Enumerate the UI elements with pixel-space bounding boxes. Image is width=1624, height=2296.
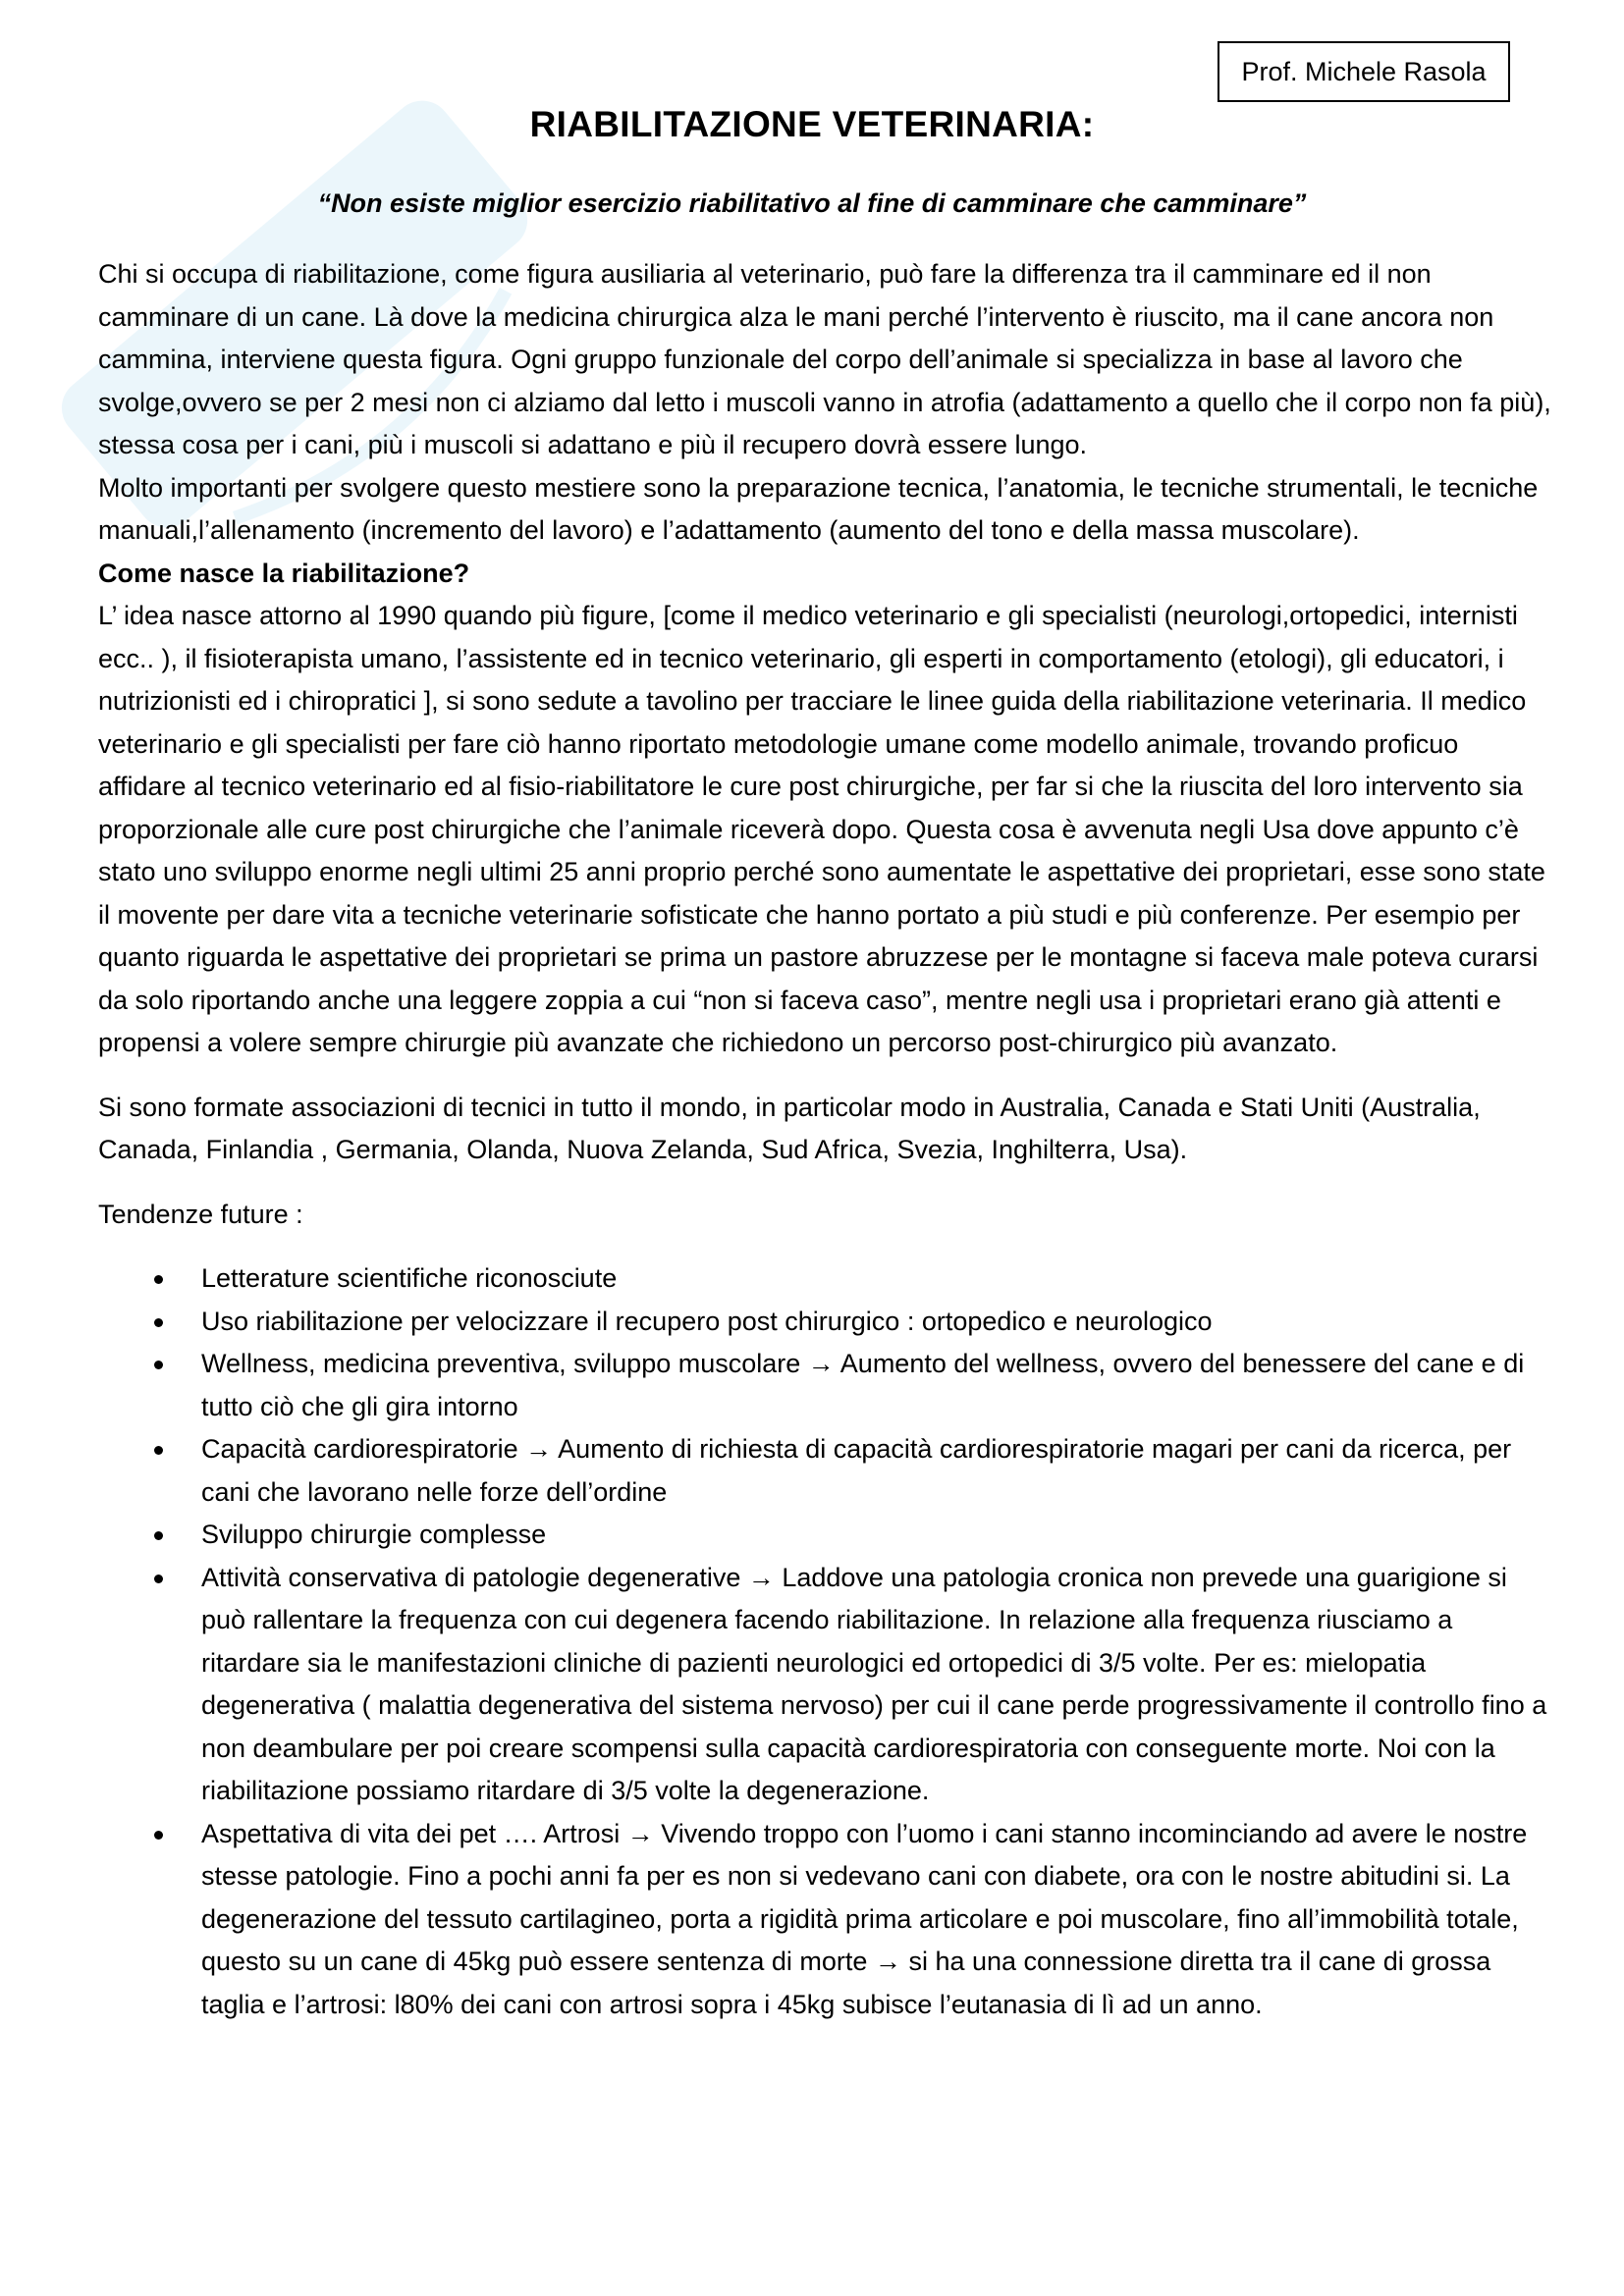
page-title: RIABILITAZIONE VETERINARIA: [529, 104, 1095, 144]
bullet-icon [154, 1275, 163, 1284]
list-item-text: Wellness, medicina preventiva, sviluppo muscolare → Aumento del wellness, ovvero del benessere del cane e di tutto ciò che gli gira intorno [201, 1349, 1525, 1421]
list-item [98, 1428, 1551, 1514]
list-item [98, 1257, 1551, 1301]
author-name: Prof. Michele Rasola [1241, 56, 1487, 86]
bullet-icon [154, 1361, 163, 1369]
bullet-icon [154, 1531, 163, 1540]
author-box [1218, 41, 1510, 102]
trends-label: Tendenze future : [98, 1199, 303, 1229]
bullet-icon [154, 1446, 163, 1455]
paragraph-associations: Si sono formate associazioni di tecnici in tutto il mondo, in particolar modo in Australia, Canada e Stati Uniti (Australia, Canada, Finlandia , Germania, Olanda, Nuova Zelanda, Sud Africa, Svezia, Inghilterra, Usa). [98, 1092, 1481, 1164]
list-item-text: Attività conservativa di patologie degenerative → Laddove una patologia cronica non prevede una guarigione si può rallentare la frequenza con cui degenera facendo riabilitazione. In relazione alla frequenza riusciamo a ritardare sia le manifestazioni cliniche di pazienti neurologici ed ortopedici di 3/5 volte. Per es: mielopatia degenerativa ( malattia degenerativa del sistema nervoso) per cui il cane perde progressivamente il controllo fino a non deambulare per poi creare scompensi sulla capacità cardiorespiratoria con conseguente morte. Noi con la riabilitazione possiamo ritardare di 3/5 volte la degenerazione. [201, 1562, 1547, 1805]
bullet-icon [154, 1318, 163, 1327]
list-item [98, 1343, 1551, 1428]
list-item [98, 1557, 1551, 1813]
list-item-text: Capacità cardiorespiratorie → Aumento di richiesta di capacità cardiorespiratorie magari per cani da ricerca, per cani che lavorano nelle forze dell’ordine [201, 1434, 1512, 1507]
list-item-text: Sviluppo chirurgie complesse [201, 1520, 547, 1549]
list-item [98, 1813, 1551, 2027]
bullet-icon [154, 1575, 163, 1583]
document-body [98, 253, 1551, 2026]
section-heading: Come nasce la riabilitazione? [98, 558, 470, 588]
paragraph-history: L’ idea nasce attorno al 1990 quando più figure, [come il medico veterinario e gli specialisti (neurologi,ortopedici, internisti ecc.. ), il fisioterapista umano, l’assistente ed in tecnico veterinario, gli esperti in comportamento (etologi), gli educatori, i nutrizionisti ed i chiropratici ], si sono sedute a tavolino per tracciare le linee guida della riabilitazione veterinaria. Il medico veterinario e gli specialisti per fare ciò hanno riportato metodologie umane come modello animale, trovando proficuo affidare al tecnico veterinario ed al fisio-riabilitatore le cure post chirurgiche, per far si che la riuscita del loro intervento sia proporzionale alle cure post chirurgiche che l’animale riceverà dopo. Questa cosa è avvenuta negli Usa dove appunto c’è stato uno sviluppo enorme negli ultimi 25 anni proprio perché sono aumentate le aspettative dei proprietari, esse sono state il movente per dare vita a tecniche veterinarie sofisticate che hanno portato a più studi e più conferenze. Per esempio per quanto riguarda le aspettative dei proprietari se prima un pastore abruzzese per le montagne si faceva male poteva curarsi da solo riportando anche una leggere zoppia a cui “non si faceva caso”, mentre negli usa i proprietari erano già attenti e propensi a volere sempre chirurgie più avanzate che richiedono un percorso post-chirurgico più avanzato. [98, 601, 1545, 1057]
list-item [98, 1301, 1551, 1344]
list-item-text: Aspettativa di vita dei pet …. Artrosi → Vivendo troppo con l’uomo i cani stanno incominciando ad avere le nostre stesse patologie. Fino a pochi anni fa per es non si vedevano cani con diabete, ora con le nostre abitudini si. La degenerazione del tessuto cartilagineo, porta a rigidità prima articolare e poi muscolare, fino all’immobilità totale, questo su un cane di 45kg può essere sentenza di morte → si ha una connessione diretta tra il cane di grossa taglia e l’artrosi: l80% dei cani con artrosi sopra i 45kg subisce l’eutanasia di lì ad un anno. [201, 1818, 1528, 2019]
list-item-text: Letterature scientifiche riconosciute [201, 1263, 618, 1293]
trends-list [98, 1257, 1551, 2026]
paragraph-intro: Chi si occupa di riabilitazione, come figura ausiliaria al veterinario, può fare la differenza tra il camminare ed il non camminare di un cane. Là dove la medicina chirurgica alza le mani perché l’intervento è riuscito, ma il cane ancora non cammina, interviene questa figura. Ogni gruppo funzionale del corpo dell’animale si specializza in base al lavoro che svolge,ovvero se per 2 mesi non ci alziamo dal letto i muscoli vanno in atrofia (adattamento a quello che il corpo non fa più), stessa cosa per i cani, più i muscoli si adattano e più il recupero dovrà essere lungo. [98, 259, 1551, 459]
paragraph-skills: Molto importanti per svolgere questo mestiere sono la preparazione tecnica, l’anatomia, le tecniche strumentali, le tecniche manuali,l’allenamento (incremento del lavoro) e l’adattamento (aumento del tono e della massa muscolare). [98, 472, 1539, 545]
motto-quote: “Non esiste miglior esercizio riabilitativo al fine di camminare che camminare” [317, 188, 1307, 218]
list-item-text: Uso riabilitazione per velocizzare il recupero post chirurgico : ortopedico e neurologico [201, 1306, 1213, 1336]
bullet-icon [154, 1831, 163, 1840]
list-item [98, 1514, 1551, 1557]
